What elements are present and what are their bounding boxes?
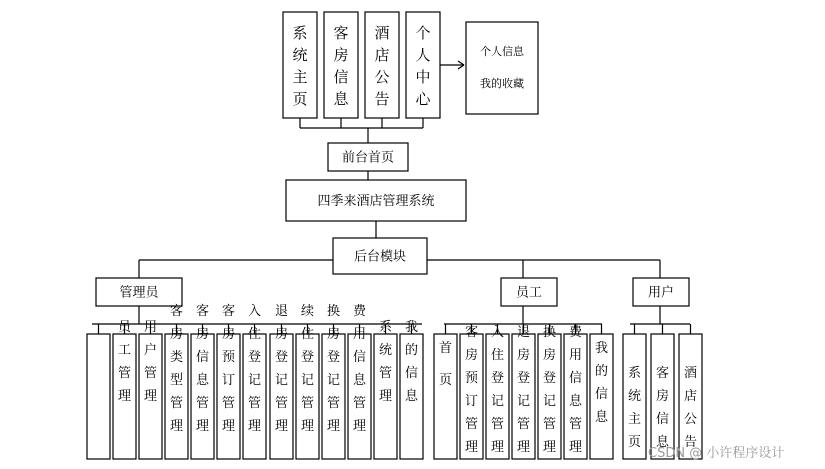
role-2-item-4-label: 退房登记管理 xyxy=(516,325,531,455)
role-1-item-3-label: 用户管理 xyxy=(143,320,158,404)
front-module-1-label: 系统主页 xyxy=(292,24,308,108)
front-home-box-label: 前台首页 xyxy=(341,150,395,166)
role-1-item-4-label: 客房类型管理 xyxy=(169,304,184,434)
backend-box-label: 后台模块 xyxy=(353,249,407,265)
role-3-box-label: 用户 xyxy=(647,285,675,301)
front-module-3-label: 酒店公告 xyxy=(374,24,390,108)
diagram-boxes xyxy=(87,12,702,459)
personal-center-item-1: 个人信息 xyxy=(480,45,524,58)
role-3-item-3 xyxy=(679,334,702,459)
role-1-item-13-label: 我的信息 xyxy=(404,320,419,404)
personal-center-box xyxy=(466,22,538,114)
role-2-item-1 xyxy=(434,334,457,459)
front-module-4 xyxy=(406,12,440,118)
front-module-2 xyxy=(324,12,358,118)
role-2-item-7-label: 我的信息 xyxy=(594,341,609,425)
role-1-item-4 xyxy=(165,304,188,459)
role-1-item-12 xyxy=(374,320,397,459)
front-module-4-label: 个人中心 xyxy=(415,24,431,108)
watermark: CSDN @ 小许程序设计 xyxy=(648,446,785,461)
role-2-item-7 xyxy=(590,334,613,459)
role-1-item-11-label: 费用信息管理 xyxy=(352,304,367,434)
backend-box xyxy=(333,238,427,274)
front-module-1 xyxy=(283,12,317,118)
personal-center-item-2: 我的收藏 xyxy=(480,77,524,90)
personal-center-box-frame xyxy=(466,22,538,114)
role-2-item-1-label: 首页 xyxy=(438,341,453,388)
role-1-item-10-label: 换房登记管理 xyxy=(326,304,341,434)
front-home-box xyxy=(328,143,408,171)
front-module-2-label: 客房信息 xyxy=(333,24,349,108)
role-1-box-label: 管理员 xyxy=(119,285,159,301)
role-3-item-3-label: 酒店公告 xyxy=(683,366,698,450)
role-2-item-5-label: 换房登记管理 xyxy=(542,325,557,455)
role-1-item-10 xyxy=(322,303,345,459)
system-title-box xyxy=(286,180,466,221)
role-2-box-label: 员工 xyxy=(515,285,543,301)
role-2-item-5 xyxy=(538,324,561,459)
role-2-item-6 xyxy=(564,324,587,459)
role-1-item-9-label: 续住登记管理 xyxy=(300,304,315,434)
role-1-item-8-label: 退房登记管理 xyxy=(274,304,289,434)
role-2-item-2 xyxy=(460,325,483,459)
role-1-item-6-label: 客房预订管理 xyxy=(221,304,236,434)
role-3-item-1-label: 系统主页 xyxy=(627,366,642,450)
role-1-item-5 xyxy=(191,304,214,459)
role-1-item-7 xyxy=(243,304,266,459)
role-1-item-12-label: 系统管理 xyxy=(378,320,393,404)
role-1-item-1 xyxy=(87,334,110,459)
system-title-box-label: 四季来酒店管理系统 xyxy=(317,194,435,209)
role-1-item-11 xyxy=(348,303,371,459)
role-1-box xyxy=(96,278,182,306)
role-2-item-3-label: 入住登记管理 xyxy=(490,325,505,455)
role-1-item-7-label: 入住登记管理 xyxy=(247,304,262,434)
role-2-box xyxy=(501,278,557,306)
role-1-item-6 xyxy=(217,304,240,459)
role-1-item-2 xyxy=(113,320,136,459)
role-1-item-1-frame xyxy=(87,334,110,459)
role-3-item-2-label: 客房信息 xyxy=(655,366,670,450)
role-1-item-13 xyxy=(400,320,423,459)
role-3-box xyxy=(633,278,689,306)
role-3-item-2 xyxy=(651,334,674,459)
role-1-item-9 xyxy=(296,303,319,459)
role-2-item-4 xyxy=(512,325,535,459)
role-2-item-3 xyxy=(486,325,509,459)
role-2-item-2-label: 客房预订管理 xyxy=(464,325,479,455)
role-1-item-5-label: 客房信息管理 xyxy=(195,304,210,434)
role-3-item-1 xyxy=(623,334,646,459)
role-1-item-2-label: 员工管理 xyxy=(117,320,132,404)
role-1-item-3 xyxy=(139,320,162,459)
role-1-item-8 xyxy=(270,304,293,459)
front-module-3 xyxy=(365,12,399,118)
role-2-item-6-label: 费用信息管理 xyxy=(568,325,583,455)
